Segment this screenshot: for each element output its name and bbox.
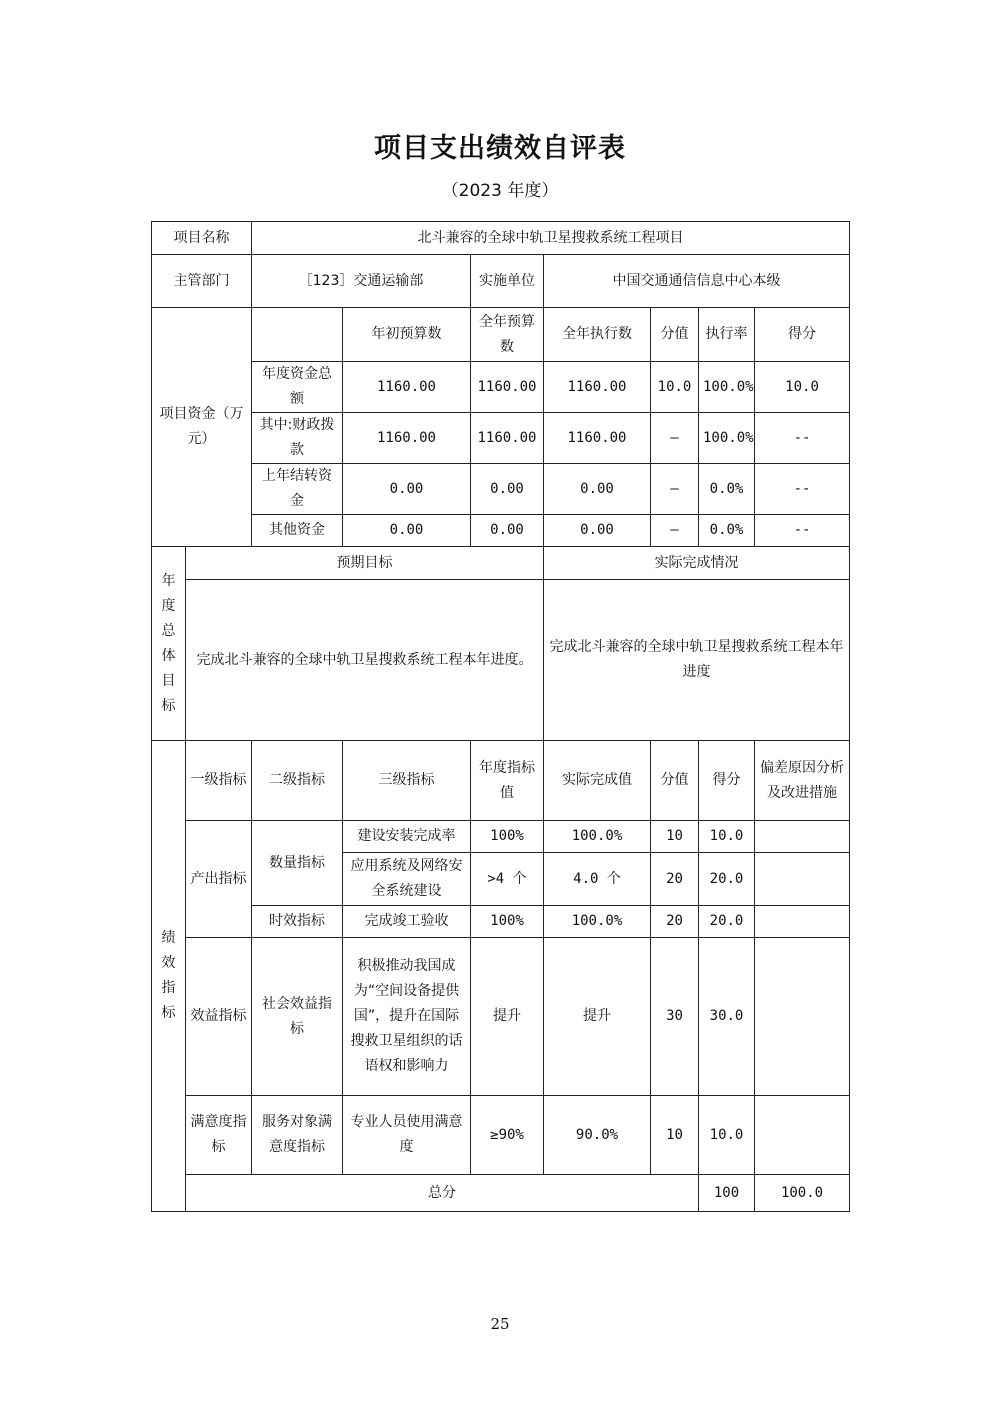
funds-score: -- bbox=[755, 515, 850, 547]
perf-level3: 建设安装完成率 bbox=[343, 821, 471, 853]
funds-header-executed: 全年执行数 bbox=[544, 308, 651, 362]
funds-header-rate: 执行率 bbox=[699, 308, 755, 362]
project-name-label: 项目名称 bbox=[152, 222, 252, 255]
funds-rate: 0.0% bbox=[699, 464, 755, 515]
funds-annual: 1160.00 bbox=[471, 362, 544, 413]
perf-level1-satisfaction: 满意度指标 bbox=[186, 1096, 252, 1175]
funds-rate: 0.0% bbox=[699, 515, 755, 547]
perf-row bbox=[152, 938, 850, 1096]
funds-rate: 100.0% bbox=[699, 362, 755, 413]
funds-initial: 0.00 bbox=[343, 515, 471, 547]
perf-row bbox=[152, 906, 850, 938]
dept-value: ［123］交通运输部 bbox=[252, 255, 471, 308]
perf-header-target: 年度指标值 bbox=[471, 741, 544, 821]
goals-actual-header: 实际完成情况 bbox=[544, 547, 850, 580]
funds-score-value: — bbox=[651, 464, 699, 515]
perf-target: ≥90% bbox=[471, 1096, 544, 1175]
funds-initial: 1160.00 bbox=[343, 413, 471, 464]
perf-actual: 100.0% bbox=[544, 821, 651, 853]
perf-header-level2: 二级指标 bbox=[252, 741, 343, 821]
perf-header-actual: 实际完成值 bbox=[544, 741, 651, 821]
goals-label: 年度总体目标 bbox=[152, 547, 186, 741]
perf-level3: 专业人员使用满意度 bbox=[343, 1096, 471, 1175]
perf-level2-social: 社会效益指标 bbox=[252, 938, 343, 1096]
funds-header-score-value: 分值 bbox=[651, 308, 699, 362]
funds-executed: 0.00 bbox=[544, 464, 651, 515]
perf-actual: 90.0% bbox=[544, 1096, 651, 1175]
impl-unit-value: 中国交通通信信息中心本级 bbox=[544, 255, 850, 308]
perf-label: 绩效指标 bbox=[152, 741, 186, 1212]
perf-score: 10.0 bbox=[699, 821, 755, 853]
total-label: 总分 bbox=[186, 1175, 699, 1212]
funds-rate: 100.0% bbox=[699, 413, 755, 464]
document-year: （2023 年度） bbox=[441, 181, 559, 201]
goals-expected-header: 预期目标 bbox=[186, 547, 544, 580]
project-name-value: 北斗兼容的全球中轨卫星搜救系统工程项目 bbox=[252, 222, 850, 255]
perf-actual: 100.0% bbox=[544, 906, 651, 938]
perf-weight: 20 bbox=[651, 906, 699, 938]
goals-actual-text: 完成北斗兼容的全球中轨卫星搜救系统工程本年进度 bbox=[544, 580, 850, 741]
perf-score: 30.0 bbox=[699, 938, 755, 1096]
perf-score: 20.0 bbox=[699, 906, 755, 938]
funds-score-value: 10.0 bbox=[651, 362, 699, 413]
funds-row-name: 上年结转资金 bbox=[252, 464, 343, 515]
performance-evaluation-table bbox=[151, 221, 850, 1212]
funds-row-name: 其中:财政拨款 bbox=[252, 413, 343, 464]
page-number: 25 bbox=[490, 1315, 510, 1333]
perf-weight: 20 bbox=[651, 853, 699, 906]
funds-score-value: — bbox=[651, 515, 699, 547]
perf-note bbox=[755, 938, 850, 1096]
perf-note bbox=[755, 853, 850, 906]
perf-level2-quantity: 数量指标 bbox=[252, 821, 343, 906]
perf-score: 20.0 bbox=[699, 853, 755, 906]
funds-row bbox=[152, 413, 850, 464]
perf-row bbox=[152, 1096, 850, 1175]
perf-level3: 应用系统及网络安全系统建设 bbox=[343, 853, 471, 906]
funds-annual: 0.00 bbox=[471, 464, 544, 515]
funds-label: 项目资金（万元） bbox=[152, 308, 252, 547]
perf-score: 10.0 bbox=[699, 1096, 755, 1175]
perf-target: >4 个 bbox=[471, 853, 544, 906]
perf-weight: 10 bbox=[651, 821, 699, 853]
funds-header-score: 得分 bbox=[755, 308, 850, 362]
funds-header-initial: 年初预算数 bbox=[343, 308, 471, 362]
funds-row-name: 其他资金 bbox=[252, 515, 343, 547]
perf-header-weight: 分值 bbox=[651, 741, 699, 821]
funds-score: -- bbox=[755, 413, 850, 464]
perf-header-level3: 三级指标 bbox=[343, 741, 471, 821]
perf-header-note: 偏差原因分析及改进措施 bbox=[755, 741, 850, 821]
total-score: 100.0 bbox=[755, 1175, 850, 1212]
funds-row-name: 年度资金总额 bbox=[252, 362, 343, 413]
perf-actual: 提升 bbox=[544, 938, 651, 1096]
perf-level3: 完成竣工验收 bbox=[343, 906, 471, 938]
perf-header-level1: 一级指标 bbox=[186, 741, 252, 821]
perf-target: 100% bbox=[471, 821, 544, 853]
funds-initial: 1160.00 bbox=[343, 362, 471, 413]
funds-header-blank bbox=[252, 308, 343, 362]
funds-row bbox=[152, 515, 850, 547]
perf-weight: 30 bbox=[651, 938, 699, 1096]
perf-header-score: 得分 bbox=[699, 741, 755, 821]
perf-actual: 4.0 个 bbox=[544, 853, 651, 906]
dept-label: 主管部门 bbox=[152, 255, 252, 308]
perf-weight: 10 bbox=[651, 1096, 699, 1175]
perf-level2-timeliness: 时效指标 bbox=[252, 906, 343, 938]
impl-unit-label: 实施单位 bbox=[471, 255, 544, 308]
perf-target: 提升 bbox=[471, 938, 544, 1096]
funds-header-annual: 全年预算数 bbox=[471, 308, 544, 362]
funds-score: -- bbox=[755, 464, 850, 515]
funds-annual: 0.00 bbox=[471, 515, 544, 547]
funds-score: 10.0 bbox=[755, 362, 850, 413]
document-title: 项目支出绩效自评表 bbox=[374, 133, 626, 164]
funds-annual: 1160.00 bbox=[471, 413, 544, 464]
funds-executed: 1160.00 bbox=[544, 413, 651, 464]
funds-row bbox=[152, 464, 850, 515]
funds-initial: 0.00 bbox=[343, 464, 471, 515]
perf-note bbox=[755, 906, 850, 938]
perf-level1-output: 产出指标 bbox=[186, 821, 252, 938]
perf-level2-satisfaction: 服务对象满意度指标 bbox=[252, 1096, 343, 1175]
perf-level1-benefit: 效益指标 bbox=[186, 938, 252, 1096]
perf-row bbox=[152, 821, 850, 853]
perf-target: 100% bbox=[471, 906, 544, 938]
goals-expected-text: 完成北斗兼容的全球中轨卫星搜救系统工程本年进度。 bbox=[186, 580, 544, 741]
funds-score-value: — bbox=[651, 413, 699, 464]
funds-executed: 1160.00 bbox=[544, 362, 651, 413]
perf-note bbox=[755, 1096, 850, 1175]
funds-row bbox=[152, 362, 850, 413]
perf-note bbox=[755, 821, 850, 853]
total-weight: 100 bbox=[699, 1175, 755, 1212]
funds-executed: 0.00 bbox=[544, 515, 651, 547]
perf-level3: 积极推动我国成为“空间设备提供国”，提升在国际搜救卫星组织的话语权和影响力 bbox=[343, 938, 471, 1096]
